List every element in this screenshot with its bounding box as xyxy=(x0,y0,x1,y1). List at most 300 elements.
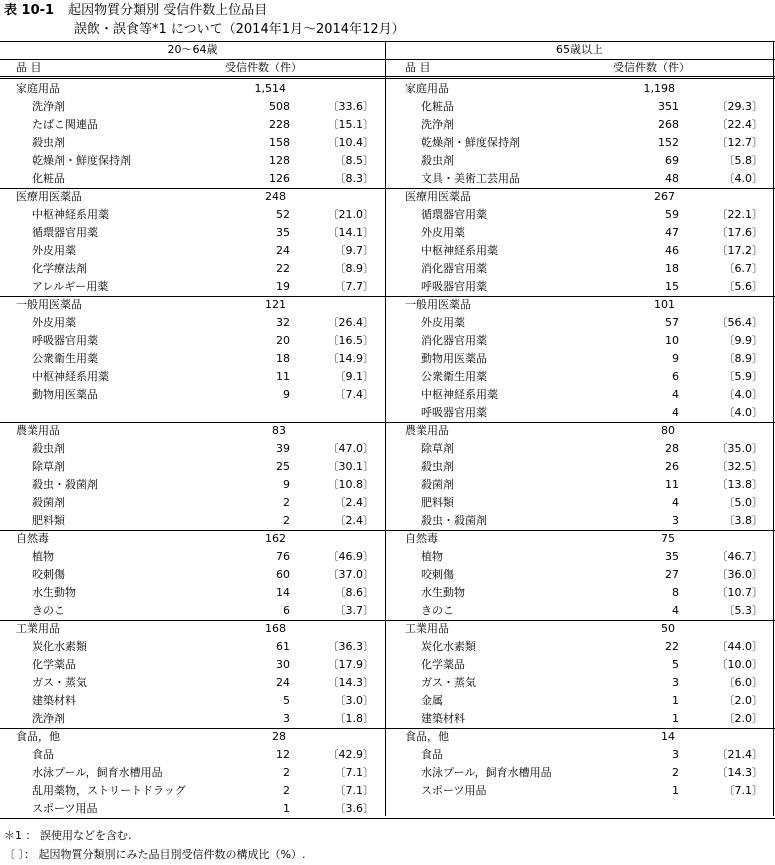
category-row xyxy=(0,80,386,98)
item-name: ガス・蒸気 xyxy=(32,676,87,689)
item-row xyxy=(389,404,775,422)
item-percent: 〔42.9〕 xyxy=(327,748,374,761)
item-count: 2 xyxy=(283,514,290,527)
item-name: 消化器官用薬 xyxy=(421,262,487,275)
category-row xyxy=(0,188,386,206)
item-row xyxy=(389,782,775,800)
item-name: 呼吸器官用薬 xyxy=(421,406,487,419)
item-row xyxy=(0,638,386,656)
item-row xyxy=(0,152,386,170)
item-row xyxy=(0,116,386,134)
item-percent: 〔35.0〕 xyxy=(716,442,763,455)
item-percent: 〔33.6〕 xyxy=(327,100,374,113)
item-count: 2 xyxy=(672,766,679,779)
footnote-2: 〔 〕： 起因物質分類別にみた品目別受信件数の構成比（%）. xyxy=(4,848,306,861)
item-row xyxy=(0,548,386,566)
right-item-header: 品 目 xyxy=(405,61,431,74)
item-count: 18 xyxy=(276,352,290,365)
category-name: 家庭用品 xyxy=(16,82,60,95)
item-percent: 〔10.0〕 xyxy=(716,658,763,671)
item-percent: 〔2.0〕 xyxy=(723,694,763,707)
item-name: 外皮用薬 xyxy=(32,244,76,257)
category-name: 食品，他 xyxy=(405,730,449,743)
item-count: 20 xyxy=(276,334,290,347)
item-name: 外皮用薬 xyxy=(32,316,76,329)
item-count: 9 xyxy=(283,478,290,491)
item-name: 動物用医薬品 xyxy=(32,388,98,401)
category-count: 248 xyxy=(265,190,286,203)
left-column xyxy=(0,80,386,188)
item-name: 乱用薬物，ストリートドラッグ xyxy=(32,784,186,797)
item-percent: 〔26.4〕 xyxy=(327,316,374,329)
item-percent: 〔44.0〕 xyxy=(716,640,763,653)
item-percent: 〔14.3〕 xyxy=(327,676,374,689)
item-name: 化学薬品 xyxy=(32,658,76,671)
item-count: 6 xyxy=(283,604,290,617)
item-percent: 〔46.7〕 xyxy=(716,550,763,563)
category-row xyxy=(389,80,775,98)
item-percent: 〔21.0〕 xyxy=(327,208,374,221)
item-row xyxy=(0,224,386,242)
item-percent: 〔46.9〕 xyxy=(327,550,374,563)
category-row xyxy=(389,728,775,746)
category-name: 一般用医薬品 xyxy=(16,298,82,311)
category-name: 農業用品 xyxy=(405,424,449,437)
item-row xyxy=(0,314,386,332)
item-row xyxy=(389,314,775,332)
item-name: 咬刺傷 xyxy=(421,568,454,581)
footnote-1: ＊1 ： 誤使用などを含む. xyxy=(4,829,132,842)
item-row xyxy=(389,134,775,152)
item-percent: 〔12.7〕 xyxy=(716,136,763,149)
item-percent: 〔5.6〕 xyxy=(723,280,763,293)
category-row xyxy=(0,296,386,314)
item-count: 10 xyxy=(665,334,679,347)
category-count: 28 xyxy=(272,730,286,743)
item-row xyxy=(389,260,775,278)
item-count: 3 xyxy=(672,514,679,527)
item-name: 除草剤 xyxy=(421,442,454,455)
item-row xyxy=(0,656,386,674)
item-name: 循環器官用薬 xyxy=(421,208,487,221)
item-name: 中枢神経系用薬 xyxy=(32,208,109,221)
item-row xyxy=(389,152,775,170)
item-count: 60 xyxy=(276,568,290,581)
item-row xyxy=(389,458,775,476)
item-row xyxy=(389,386,775,404)
item-row xyxy=(0,458,386,476)
item-count: 2 xyxy=(283,784,290,797)
item-name: 外皮用薬 xyxy=(421,226,465,239)
item-name: 水生動物 xyxy=(32,586,76,599)
category-row xyxy=(389,530,775,548)
item-row xyxy=(0,674,386,692)
item-percent: 〔36.3〕 xyxy=(327,640,374,653)
item-row xyxy=(389,368,775,386)
item-name: 呼吸器官用薬 xyxy=(32,334,98,347)
item-name: 洗浄剤 xyxy=(421,118,454,131)
item-row xyxy=(0,692,386,710)
item-percent: 〔7.1〕 xyxy=(334,766,374,779)
category-row xyxy=(0,530,386,548)
item-percent: 〔5.0〕 xyxy=(723,496,763,509)
category-name: 家庭用品 xyxy=(405,82,449,95)
item-row xyxy=(389,764,775,782)
item-percent: 〔3.6〕 xyxy=(334,802,374,815)
item-count: 26 xyxy=(665,460,679,473)
item-name: 殺虫剤 xyxy=(421,460,454,473)
item-name: 呼吸器官用薬 xyxy=(421,280,487,293)
item-row xyxy=(389,476,775,494)
item-count: 4 xyxy=(672,496,679,509)
item-count: 15 xyxy=(665,280,679,293)
item-percent: 〔3.7〕 xyxy=(334,604,374,617)
category-name: 工業用品 xyxy=(405,622,449,635)
category-name: 医療用医薬品 xyxy=(405,190,471,203)
item-percent: 〔9.9〕 xyxy=(723,334,763,347)
item-count: 1 xyxy=(283,802,290,815)
item-row xyxy=(389,584,775,602)
item-percent: 〔4.0〕 xyxy=(723,406,763,419)
item-count: 69 xyxy=(665,154,679,167)
item-count: 12 xyxy=(276,748,290,761)
item-row xyxy=(0,170,386,188)
item-percent: 〔56.4〕 xyxy=(716,316,763,329)
item-count: 5 xyxy=(672,658,679,671)
category-count: 50 xyxy=(661,622,675,635)
item-count: 59 xyxy=(665,208,679,221)
right-column xyxy=(389,80,775,188)
item-percent: 〔7.7〕 xyxy=(334,280,374,293)
item-name: 水泳プール，飼育水槽用品 xyxy=(421,766,552,779)
category-row xyxy=(389,620,775,638)
item-count: 11 xyxy=(276,370,290,383)
item-name: 殺虫・殺菌剤 xyxy=(421,514,487,527)
item-count: 4 xyxy=(672,388,679,401)
item-count: 19 xyxy=(276,280,290,293)
item-name: 化学療法剤 xyxy=(32,262,87,275)
item-percent: 〔13.8〕 xyxy=(716,478,763,491)
item-name: 水泳プール，飼育水槽用品 xyxy=(32,766,163,779)
item-name: 化粧品 xyxy=(421,100,454,113)
item-count: 3 xyxy=(672,748,679,761)
item-count: 5 xyxy=(283,694,290,707)
item-count: 228 xyxy=(269,118,290,131)
group-divider xyxy=(0,818,775,819)
category-row xyxy=(0,728,386,746)
item-percent: 〔4.0〕 xyxy=(723,172,763,185)
item-count: 9 xyxy=(283,388,290,401)
category-name: 工業用品 xyxy=(16,622,60,635)
item-percent: 〔9.7〕 xyxy=(334,244,374,257)
item-row xyxy=(0,476,386,494)
item-count: 508 xyxy=(269,100,290,113)
item-percent: 〔7.1〕 xyxy=(334,784,374,797)
left-column xyxy=(0,296,386,404)
category-row xyxy=(0,422,386,440)
category-group xyxy=(0,728,775,818)
item-count: 126 xyxy=(269,172,290,185)
category-name: 食品，他 xyxy=(16,730,60,743)
category-count: 121 xyxy=(265,298,286,311)
item-percent: 〔3.8〕 xyxy=(723,514,763,527)
item-name: スポーツ用品 xyxy=(421,784,487,797)
item-row xyxy=(389,710,775,728)
item-count: 351 xyxy=(658,100,679,113)
item-name: 洗浄剤 xyxy=(32,100,65,113)
item-row xyxy=(389,116,775,134)
left-age-header: 20～64歳 xyxy=(167,43,218,56)
item-percent: 〔4.0〕 xyxy=(723,388,763,401)
category-count: 1,198 xyxy=(643,82,675,95)
table-title-text: 起因物質分類別 受信件数上位品目 xyxy=(68,3,268,18)
left-count-header: 受信件数（件） xyxy=(225,61,302,74)
item-name: 除草剤 xyxy=(32,460,65,473)
item-name: 動物用医薬品 xyxy=(421,352,487,365)
item-percent: 〔29.3〕 xyxy=(716,100,763,113)
item-count: 46 xyxy=(665,244,679,257)
item-count: 14 xyxy=(276,586,290,599)
item-row xyxy=(0,602,386,620)
item-count: 32 xyxy=(276,316,290,329)
item-count: 4 xyxy=(672,604,679,617)
item-name: 中枢神経系用薬 xyxy=(421,388,498,401)
item-count: 25 xyxy=(276,460,290,473)
category-count: 83 xyxy=(272,424,286,437)
category-count: 80 xyxy=(661,424,675,437)
item-name: アレルギー用薬 xyxy=(32,280,109,293)
item-count: 24 xyxy=(276,244,290,257)
item-row xyxy=(389,674,775,692)
item-row xyxy=(389,332,775,350)
item-percent: 〔9.1〕 xyxy=(334,370,374,383)
item-percent: 〔2.4〕 xyxy=(334,496,374,509)
item-percent: 〔2.0〕 xyxy=(723,712,763,725)
item-count: 30 xyxy=(276,658,290,671)
right-column xyxy=(389,728,775,800)
item-row xyxy=(389,638,775,656)
item-name: 乾燥剤・鮮度保持剤 xyxy=(421,136,520,149)
item-row xyxy=(0,368,386,386)
item-percent: 〔8.5〕 xyxy=(334,154,374,167)
table-number: 表 10-1 xyxy=(4,3,55,18)
table-subtitle: 誤飲・誤食等*1 について（2014年1月～2014年12月） xyxy=(74,22,405,37)
item-percent: 〔2.4〕 xyxy=(334,514,374,527)
item-name: 文具・美術工芸用品 xyxy=(421,172,520,185)
category-name: 農業用品 xyxy=(16,424,60,437)
item-name: ガス・蒸気 xyxy=(421,676,476,689)
left-column xyxy=(0,728,386,818)
item-row xyxy=(0,764,386,782)
item-row xyxy=(389,440,775,458)
item-row xyxy=(0,566,386,584)
category-count: 101 xyxy=(654,298,675,311)
item-percent: 〔14.1〕 xyxy=(327,226,374,239)
left-column xyxy=(0,620,386,728)
item-percent: 〔5.9〕 xyxy=(723,370,763,383)
left-column xyxy=(0,530,386,620)
item-count: 18 xyxy=(665,262,679,275)
item-name: 水生動物 xyxy=(421,586,465,599)
item-count: 48 xyxy=(665,172,679,185)
item-row xyxy=(0,512,386,530)
left-item-header: 品 目 xyxy=(16,61,42,74)
item-count: 268 xyxy=(658,118,679,131)
item-name: 化粧品 xyxy=(32,172,65,185)
item-count: 1 xyxy=(672,712,679,725)
item-name: 殺菌剤 xyxy=(32,496,65,509)
item-row xyxy=(0,242,386,260)
item-count: 1 xyxy=(672,784,679,797)
item-row xyxy=(389,206,775,224)
item-count: 35 xyxy=(276,226,290,239)
item-row xyxy=(389,746,775,764)
header-double-rule xyxy=(0,76,775,79)
left-column xyxy=(0,422,386,530)
item-row xyxy=(389,602,775,620)
item-row xyxy=(389,494,775,512)
item-row xyxy=(0,494,386,512)
item-percent: 〔47.0〕 xyxy=(327,442,374,455)
item-percent: 〔15.1〕 xyxy=(327,118,374,131)
item-count: 28 xyxy=(665,442,679,455)
item-count: 52 xyxy=(276,208,290,221)
item-row xyxy=(0,584,386,602)
item-row xyxy=(0,206,386,224)
item-percent: 〔5.8〕 xyxy=(723,154,763,167)
item-name: 殺虫剤 xyxy=(421,154,454,167)
item-name: 中枢神経系用薬 xyxy=(32,370,109,383)
item-name: きのこ xyxy=(421,604,454,617)
category-group xyxy=(0,296,775,422)
category-row xyxy=(0,620,386,638)
category-name: 一般用医薬品 xyxy=(405,298,471,311)
item-name: 植物 xyxy=(32,550,54,563)
item-percent: 〔14.9〕 xyxy=(327,352,374,365)
item-percent: 〔7.1〕 xyxy=(723,784,763,797)
item-percent: 〔30.1〕 xyxy=(327,460,374,473)
item-percent: 〔10.8〕 xyxy=(327,478,374,491)
item-name: 消化器官用薬 xyxy=(421,334,487,347)
item-count: 8 xyxy=(672,586,679,599)
right-age-header: 65歳以上 xyxy=(556,43,603,56)
item-count: 2 xyxy=(283,496,290,509)
item-row xyxy=(389,512,775,530)
item-name: スポーツ用品 xyxy=(32,802,98,815)
item-count: 35 xyxy=(665,550,679,563)
right-column xyxy=(389,296,775,422)
item-count: 158 xyxy=(269,136,290,149)
item-name: 循環器官用薬 xyxy=(32,226,98,239)
item-count: 47 xyxy=(665,226,679,239)
item-row xyxy=(389,242,775,260)
item-name: たばこ関連品 xyxy=(32,118,98,131)
footnotes xyxy=(4,826,305,864)
item-row xyxy=(0,800,386,818)
item-percent: 〔3.0〕 xyxy=(334,694,374,707)
item-name: 殺虫剤 xyxy=(32,442,65,455)
item-row xyxy=(0,332,386,350)
item-name: 咬刺傷 xyxy=(32,568,65,581)
category-group xyxy=(0,188,775,296)
item-percent: 〔1.8〕 xyxy=(334,712,374,725)
item-name: 肥料類 xyxy=(32,514,65,527)
item-row xyxy=(389,350,775,368)
item-percent: 〔8.3〕 xyxy=(334,172,374,185)
item-count: 24 xyxy=(276,676,290,689)
item-name: 殺菌剤 xyxy=(421,478,454,491)
item-count: 9 xyxy=(672,352,679,365)
category-row xyxy=(389,422,775,440)
category-count: 14 xyxy=(661,730,675,743)
item-percent: 〔14.3〕 xyxy=(716,766,763,779)
item-count: 61 xyxy=(276,640,290,653)
item-row xyxy=(389,692,775,710)
item-count: 11 xyxy=(665,478,679,491)
category-row xyxy=(389,296,775,314)
left-column xyxy=(0,188,386,296)
item-name: 公衆衛生用薬 xyxy=(32,352,98,365)
item-count: 27 xyxy=(665,568,679,581)
item-count: 128 xyxy=(269,154,290,167)
item-percent: 〔16.5〕 xyxy=(327,334,374,347)
item-row xyxy=(389,566,775,584)
item-name: 植物 xyxy=(421,550,443,563)
item-name: 外皮用薬 xyxy=(421,316,465,329)
item-percent: 〔17.6〕 xyxy=(716,226,763,239)
category-name: 自然毒 xyxy=(405,532,438,545)
item-percent: 〔36.0〕 xyxy=(716,568,763,581)
category-count: 75 xyxy=(661,532,675,545)
item-row xyxy=(389,98,775,116)
item-name: 乾燥剤・鮮度保持剤 xyxy=(32,154,131,167)
item-row xyxy=(0,350,386,368)
item-name: 建築材料 xyxy=(32,694,76,707)
table-title xyxy=(4,2,267,19)
item-name: 食品 xyxy=(32,748,54,761)
category-group xyxy=(0,422,775,530)
item-percent: 〔22.1〕 xyxy=(716,208,763,221)
item-count: 4 xyxy=(672,406,679,419)
item-count: 2 xyxy=(283,766,290,779)
item-percent: 〔8.6〕 xyxy=(334,586,374,599)
item-percent: 〔32.5〕 xyxy=(716,460,763,473)
item-count: 3 xyxy=(672,676,679,689)
item-row xyxy=(0,746,386,764)
item-row xyxy=(389,656,775,674)
item-name: 殺虫剤 xyxy=(32,136,65,149)
category-count: 168 xyxy=(265,622,286,635)
item-percent: 〔8.9〕 xyxy=(334,262,374,275)
item-row xyxy=(389,548,775,566)
item-row xyxy=(0,386,386,404)
item-row xyxy=(389,170,775,188)
item-count: 39 xyxy=(276,442,290,455)
item-row xyxy=(0,440,386,458)
category-name: 医療用医薬品 xyxy=(16,190,82,203)
item-count: 22 xyxy=(276,262,290,275)
item-count: 76 xyxy=(276,550,290,563)
right-column xyxy=(389,620,775,728)
item-name: 肥料類 xyxy=(421,496,454,509)
category-group xyxy=(0,80,775,188)
item-name: 洗浄剤 xyxy=(32,712,65,725)
item-name: 炭化水素類 xyxy=(421,640,476,653)
item-count: 3 xyxy=(283,712,290,725)
item-count: 57 xyxy=(665,316,679,329)
item-count: 6 xyxy=(672,370,679,383)
item-name: きのこ xyxy=(32,604,65,617)
